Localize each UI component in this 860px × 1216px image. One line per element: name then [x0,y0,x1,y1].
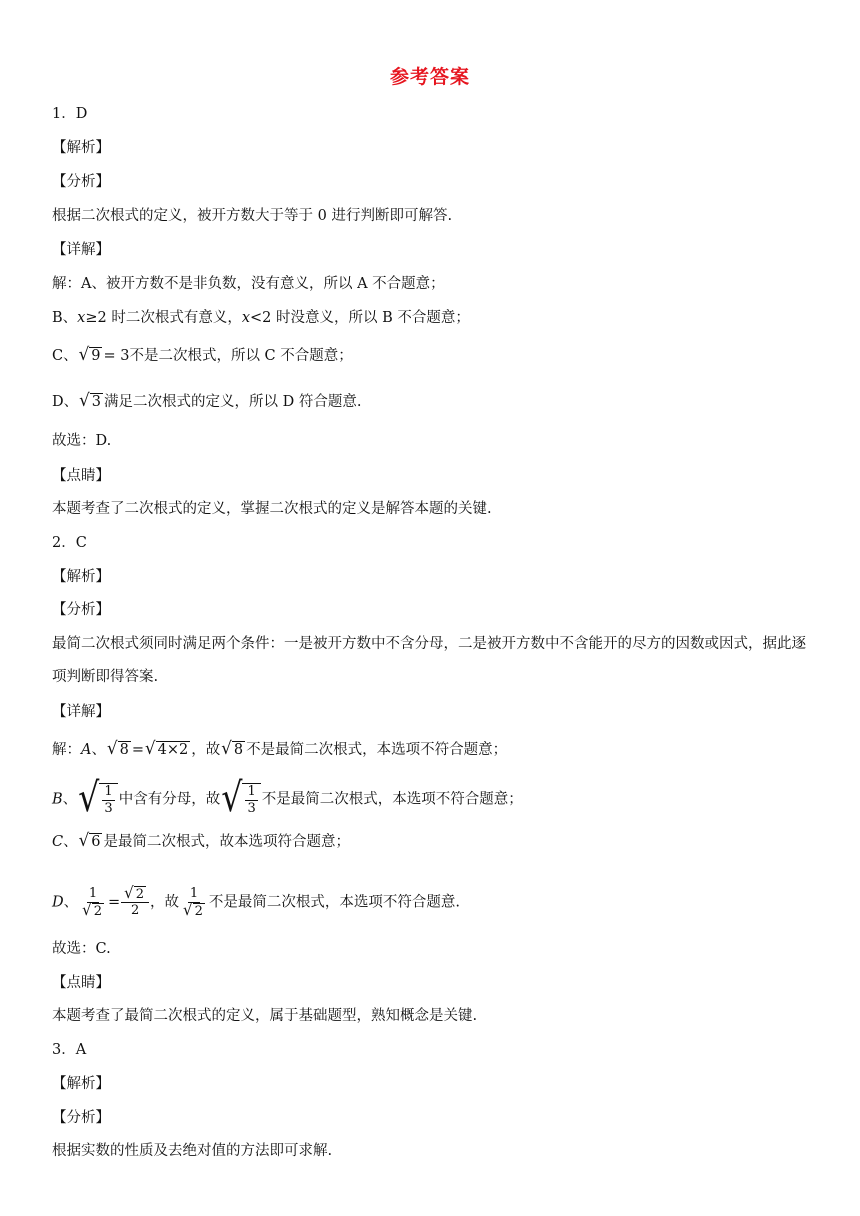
q1-fenxi-heading: 【分析】 [52,174,110,190]
q2-option-d-text [52,883,461,920]
q2-d-letter: D [52,894,64,911]
q1-dianjing-heading: 【点睛】 [52,468,110,484]
q2-c-letter: C [52,834,64,850]
q2-d-numerator-3: 1 [189,886,199,901]
q2-d-denominator-radicand-3: 2 [194,903,203,919]
q1-option-c-text [52,346,353,366]
q2-d-numerator-radicand-2: 2 [135,887,145,902]
q2-choice: 故选：C. [52,941,111,957]
q1-c-radicand: 9 [91,348,101,365]
q2-answer-number: 2．C [52,535,87,551]
q2-fenxi-heading: 【分析】 [52,602,110,618]
q3-fenxi-heading: 【分析】 [52,1110,110,1126]
q2-option-b-text [52,773,523,821]
q2-d-sep: 、 [63,894,79,911]
q2-d-fraction-2: √ 2 2 [121,886,149,919]
q2-d-equals: = [108,894,121,911]
q2-a-radicand-3: 8 [233,742,244,759]
q1-d-prefix: D、 [52,394,79,410]
q2-option-c-text [52,832,350,852]
q1-choice: 故选：D. [52,433,112,449]
q2-a-sqrt-2: √ 4×2 [145,738,189,759]
q1-c-suffix: 不是二次根式，所以 C 不合题意； [129,348,353,364]
q1-option-b-text [52,308,470,328]
q2-c-sqrt: √ 6 [78,830,101,851]
q2-b-denominator-1: 3 [104,800,113,816]
q1-c-equals: = 3 [103,348,130,364]
q1-answer-number: 1．D [52,106,88,122]
q2-a-equals: = [131,742,144,758]
q2-d-fraction-3: 1 √ 2 [183,886,203,920]
q2-summary: 本题考查了最简二次根式的定义，属于基础题型，熟知概念是关键. [52,1008,478,1024]
q1-b-part2: <2 时没意义，所以 B 不合题意； [250,310,470,326]
q1-d-suffix: 满足二次根式的定义，所以 D 符合题意. [104,394,362,410]
q1-b-prefix: B、 [52,310,78,326]
q1-xiangjie-heading: 【详解】 [52,242,110,258]
q2-c-radicand: 6 [91,834,101,851]
q1-c-sqrt: √ 9 [78,344,101,365]
q2-jiexi-heading: 【解析】 [52,569,110,585]
q2-a-suffix: 不是最简二次根式，本选项不符合题意； [246,742,508,758]
q2-b-letter: B [52,791,63,808]
q2-b-suffix: 不是最简二次根式，本选项不符合题意； [261,791,523,808]
q1-b-var1: x [77,310,86,326]
q1-c-prefix: C、 [52,348,78,364]
q2-a-radicand-2: 4×2 [157,742,189,759]
q2-d-mid: ，故 [150,894,180,911]
q3-jiexi-heading: 【解析】 [52,1076,110,1092]
q2-b-numerator-2: 1 [247,784,256,799]
q1-analysis-text: 根据二次根式的定义，被开方数大于等于 0 进行判断即可解答. [52,208,453,224]
q2-d-denominator-2: 2 [130,903,140,919]
q1-jiexi-heading: 【解析】 [52,140,110,156]
q2-a-prefix: 解： [52,742,81,758]
q1-b-part1: ≥2 时二次根式有意义， [85,310,242,326]
q2-b-denominator-2: 3 [247,800,256,816]
q1-d-radicand: 3 [91,394,101,411]
q2-b-mid: 中含有分母，故 [118,791,221,808]
q2-a-radicand-1: 8 [119,742,129,759]
q2-b-sqrt-fraction-1: √ $\frac{1}{3}$ [78,783,118,816]
q2-b-sqrt-fraction-2: √ $\frac{1}{3}$ [221,783,261,816]
q3-answer-number: 3．A [52,1042,87,1058]
q2-c-suffix: 是最简二次根式，故本选项符合题意； [103,834,350,850]
q2-a-sqrt-3: √ 8 [221,738,244,759]
page-title: 参考答案 [389,66,470,88]
q2-a-letter: A [81,742,92,758]
q1-b-var2: x [241,310,251,326]
q1-option-a-text: 解：A、被开方数不是非负数，没有意义，所以 A 不合题意； [52,276,445,292]
q1-option-d-text [52,392,361,412]
q2-c-sep: 、 [63,834,78,850]
q1-d-sqrt: √ 3 [79,390,101,411]
q3-analysis-text: 根据实数的性质及去绝对值的方法即可求解. [52,1143,333,1159]
q1-summary: 本题考查了二次根式的定义，掌握二次根式的定义是解答本题的关键. [52,501,492,517]
q2-d-numerator-1: 1 [88,886,98,901]
q2-option-a-text [52,740,507,760]
q2-xiangjie-heading: 【详解】 [52,704,110,720]
q2-a-sep: 、 [91,742,106,758]
q2-d-fraction-1: 1 √ 2 [82,886,103,920]
q2-a-sqrt-1: √ 8 [106,738,129,759]
q2-b-numerator-1: 1 [104,784,113,799]
q2-dianjing-heading: 【点睛】 [52,975,110,991]
q2-a-mid: ，故 [191,742,221,758]
q2-b-sep: 、 [62,791,78,808]
q2-d-denominator-radicand-1: 2 [93,903,103,919]
q2-d-suffix: 不是最简二次根式，本选项不符合题意. [208,894,461,911]
q2-analysis-text: 最简二次根式须同时满足两个条件：一是被开方数中不含分母，二是被开方数中不含能开的尽方的因数或因式，据此逐项判断即得答案. [52,636,806,685]
